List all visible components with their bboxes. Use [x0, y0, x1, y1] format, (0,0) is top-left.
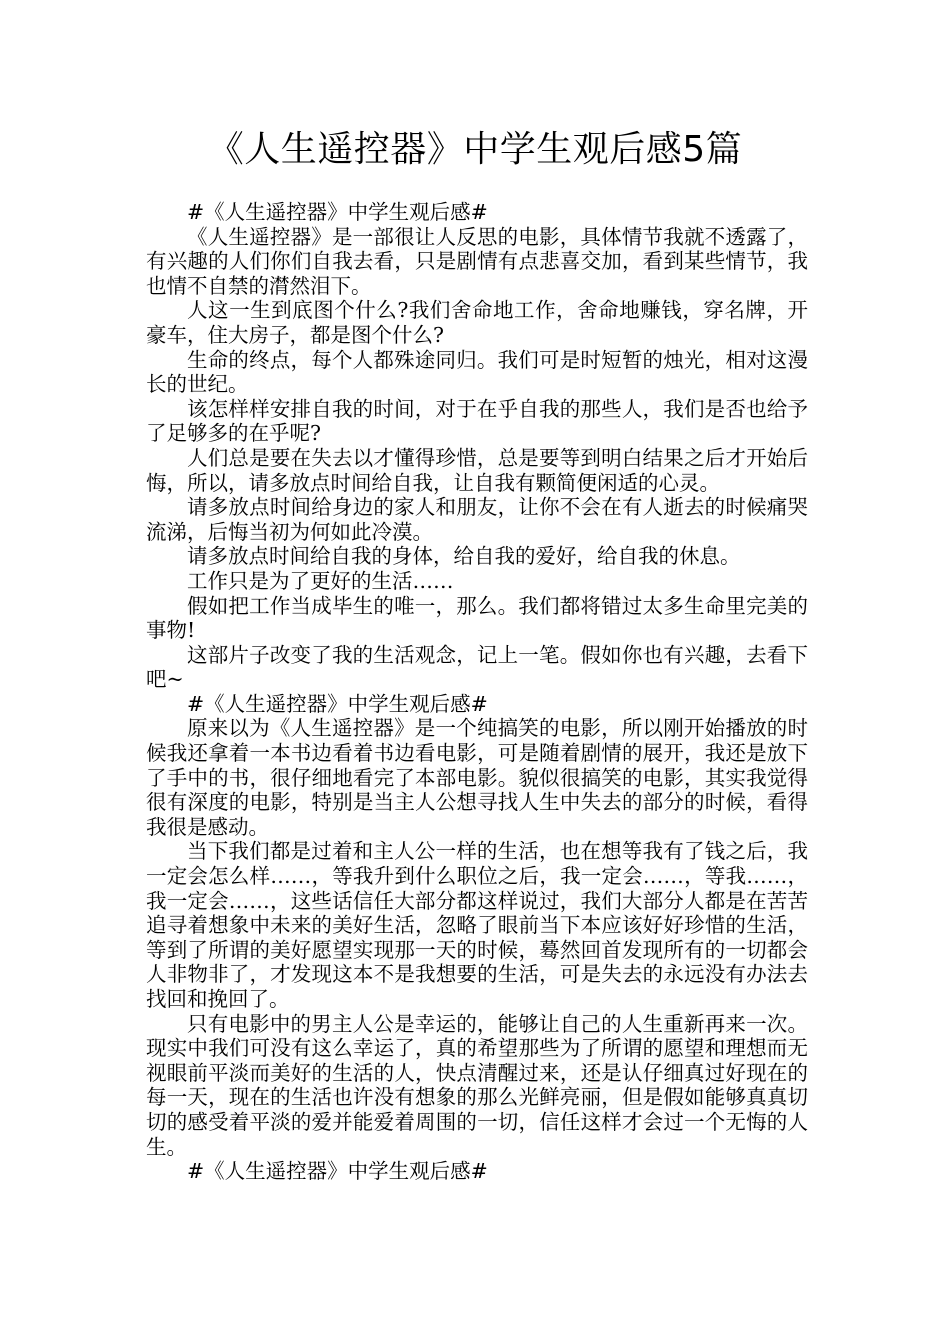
section-heading: #《人生遥控器》中学生观后感# [187, 1159, 488, 1184]
section-heading: #《人生遥控器》中学生观后感# [187, 691, 488, 716]
paragraph: 只有电影中的男主人公是幸运的，能够让自己的人生重新再来一次。现实中我们可没有这么幸运了，真的希望那些为了所谓的愿望和理想而无视眼前平淡而美好的生活的人，快点清醒过来，还是认仔细真过好现在的每一天，现在的生活也许没有想象的那么光鲜亮丽，但是假如能够真真切切的感受着平淡的爱并能爱着周围的一切，信任这样才会过一个无悔的人生。 [146, 1011, 808, 1159]
paragraph: 原来以为《人生遥控器》是一个纯搞笑的电影，所以刚开始播放的时候我还拿着一本书边看着书边看电影，可是随着剧情的展开，我还是放下了手中的书，很仔细地看完了本部电影。貌似很搞笑的电影，其实我觉得很有深度的电影，特别是当主人公想寻找人生中失去的部分的时候，看得我很是感动。 [146, 716, 808, 839]
paragraph: 该怎样样安排自我的时间，对于在乎自我的那些人，我们是否也给予了足够多的在乎呢? [146, 396, 808, 446]
paragraph: 人这一生到底图个什么?我们舍命地工作，舍命地赚钱，穿名牌，开豪车，住大房子，都是图个什么? [146, 298, 808, 347]
paragraph: 这部片子改变了我的生活观念，记上一笔。假如你也有兴趣，去看下吧~ [146, 642, 808, 692]
paragraph: 生命的终点，每个人都殊途同归。我们可是时短暂的烛光，相对这漫长的世纪。 [146, 347, 808, 397]
paragraph: 《人生遥控器》是一部很让人反思的电影，具体情节我就不透露了，有兴趣的人们你们自我去看，只是剧情有点悲喜交加，看到某些情节，我也情不自禁的潸然泪下。 [146, 224, 808, 298]
paragraph: 假如把工作当成毕生的唯一，那么。我们都将错过太多生命里完美的事物! [146, 593, 808, 643]
paragraph: 请多放点时间给自我的身体，给自我的爱好，给自我的休息。 [187, 544, 741, 569]
paragraph: 人们总是要在失去以才懂得珍惜，总是要等到明白结果之后才开始后悔，所以，请多放点时间给自我，让自我有颗简便闲适的心灵。 [146, 445, 808, 495]
paragraph: 当下我们都是过着和主人公一样的生活，也在想等我有了钱之后，我一定会怎么样……，等我升到什么职位之后，我一定会……，等我……，我一定会……，这些话信任大部分都这样说过，我们大部分人都是在苦苦追寻着想象中未来的美好生活，忽略了眼前当下本应该好好珍惜的生活，等到了所谓的美好愿望实现那一天的时候，蓦然回首发现所有的一切都会人非物非了，才发现这本不是我想要的生活，可是失去的永远没有办法去找回和挽回了。 [146, 839, 808, 1011]
document-title: 《人生遥控器》中学生观后感5篇 [207, 129, 743, 170]
paragraph: 请多放点时间给身边的家人和朋友，让你不会在有人逝去的时候痛哭流涕，后悔当初为何如此冷漠。 [146, 495, 808, 544]
document-body [146, 200, 808, 1184]
paragraph: 工作只是为了更好的生活…… [187, 568, 454, 593]
section-heading: #《人生遥控器》中学生观后感# [187, 200, 488, 224]
